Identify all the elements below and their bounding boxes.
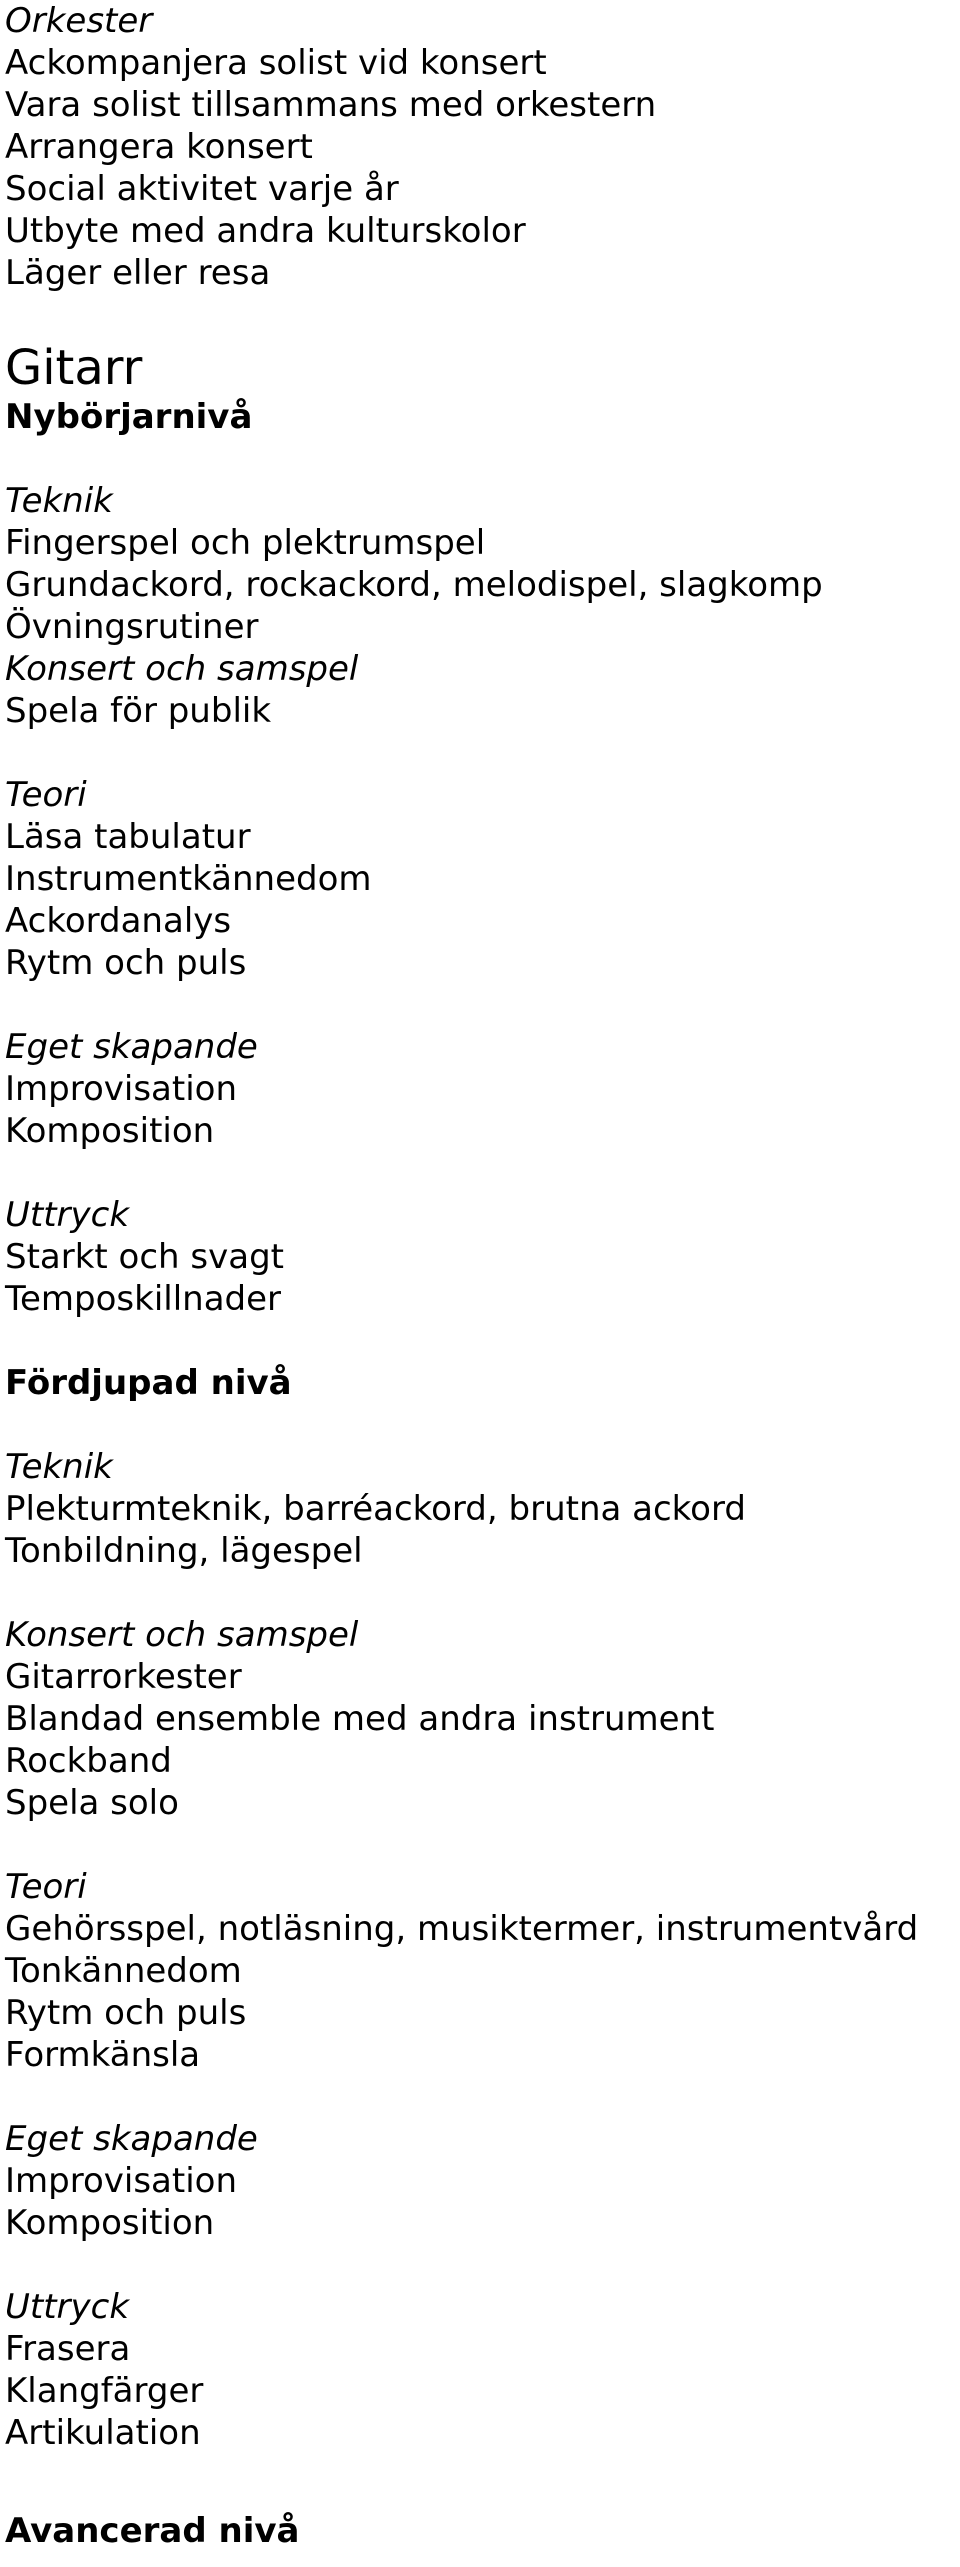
list-item: Arrangera konsert (5, 127, 313, 167)
list-item: Improvisation (5, 2161, 238, 2201)
list-item: Rytm och puls (5, 943, 247, 983)
list-item: Blandad ensemble med andra instrument (5, 1699, 715, 1739)
subheading-teori: Teori (5, 1867, 87, 1907)
list-item: Tonkännedom (5, 1951, 242, 1991)
list-item: Instrumentkännedom (5, 859, 372, 899)
page-title: Gitarr (5, 340, 143, 396)
list-item: Rytm och puls (5, 1993, 247, 2033)
list-item: Grundackord, rockackord, melodispel, slagkomp (5, 565, 823, 605)
list-item: Vara solist tillsammans med orkestern (5, 85, 657, 125)
list-item: Improvisation (5, 1069, 238, 1109)
subheading-konsert: Konsert och samspel (5, 1615, 359, 1655)
list-item: Komposition (5, 2203, 215, 2243)
subheading-teknik: Teknik (5, 481, 113, 521)
list-item: Starkt och svagt (5, 1237, 284, 1277)
list-item: Formkänsla (5, 2035, 201, 2075)
level-heading-nyborjar: Nybörjarnivå (5, 397, 253, 437)
subheading-uttryck: Uttryck (5, 2287, 130, 2327)
level-heading-fordjupad: Fördjupad nivå (5, 1363, 292, 1403)
list-item: Läger eller resa (5, 253, 271, 293)
list-item: Artikulation (5, 2413, 201, 2453)
list-item: Temposkillnader (5, 1279, 282, 1319)
list-item: Utbyte med andra kulturskolor (5, 211, 526, 251)
list-item: Plekturmteknik, barréackord, brutna ackord (5, 1489, 746, 1529)
list-item: Spela solo (5, 1783, 179, 1823)
list-item: Ackordanalys (5, 901, 232, 941)
list-item: Frasera (5, 2329, 131, 2369)
list-item: Ackompanjera solist vid konsert (5, 43, 547, 83)
subheading-skapande: Eget skapande (5, 1027, 258, 1067)
subheading-teknik: Teknik (5, 1447, 113, 1487)
subheading-skapande: Eget skapande (5, 2119, 258, 2159)
list-item: Komposition (5, 1111, 215, 1151)
list-item: Gehörsspel, notläsning, musiktermer, instrumentvård (5, 1909, 919, 1949)
section-heading-orkester: Orkester (5, 1, 153, 41)
list-item: Klangfärger (5, 2371, 204, 2411)
list-item: Tonbildning, lägespel (5, 1531, 363, 1571)
list-item: Rockband (5, 1741, 172, 1781)
subheading-uttryck: Uttryck (5, 1195, 130, 1235)
list-item: Övningsrutiner (5, 607, 259, 647)
list-item: Spela för publik (5, 691, 272, 731)
list-item: Social aktivitet varje år (5, 169, 399, 209)
list-item: Fingerspel och plektrumspel (5, 523, 486, 563)
list-item: Gitarrorkester (5, 1657, 242, 1697)
list-item: Läsa tabulatur (5, 817, 251, 857)
subheading-konsert: Konsert och samspel (5, 649, 359, 689)
subheading-teori: Teori (5, 775, 87, 815)
level-heading-avancerad: Avancerad nivå (5, 2511, 300, 2551)
